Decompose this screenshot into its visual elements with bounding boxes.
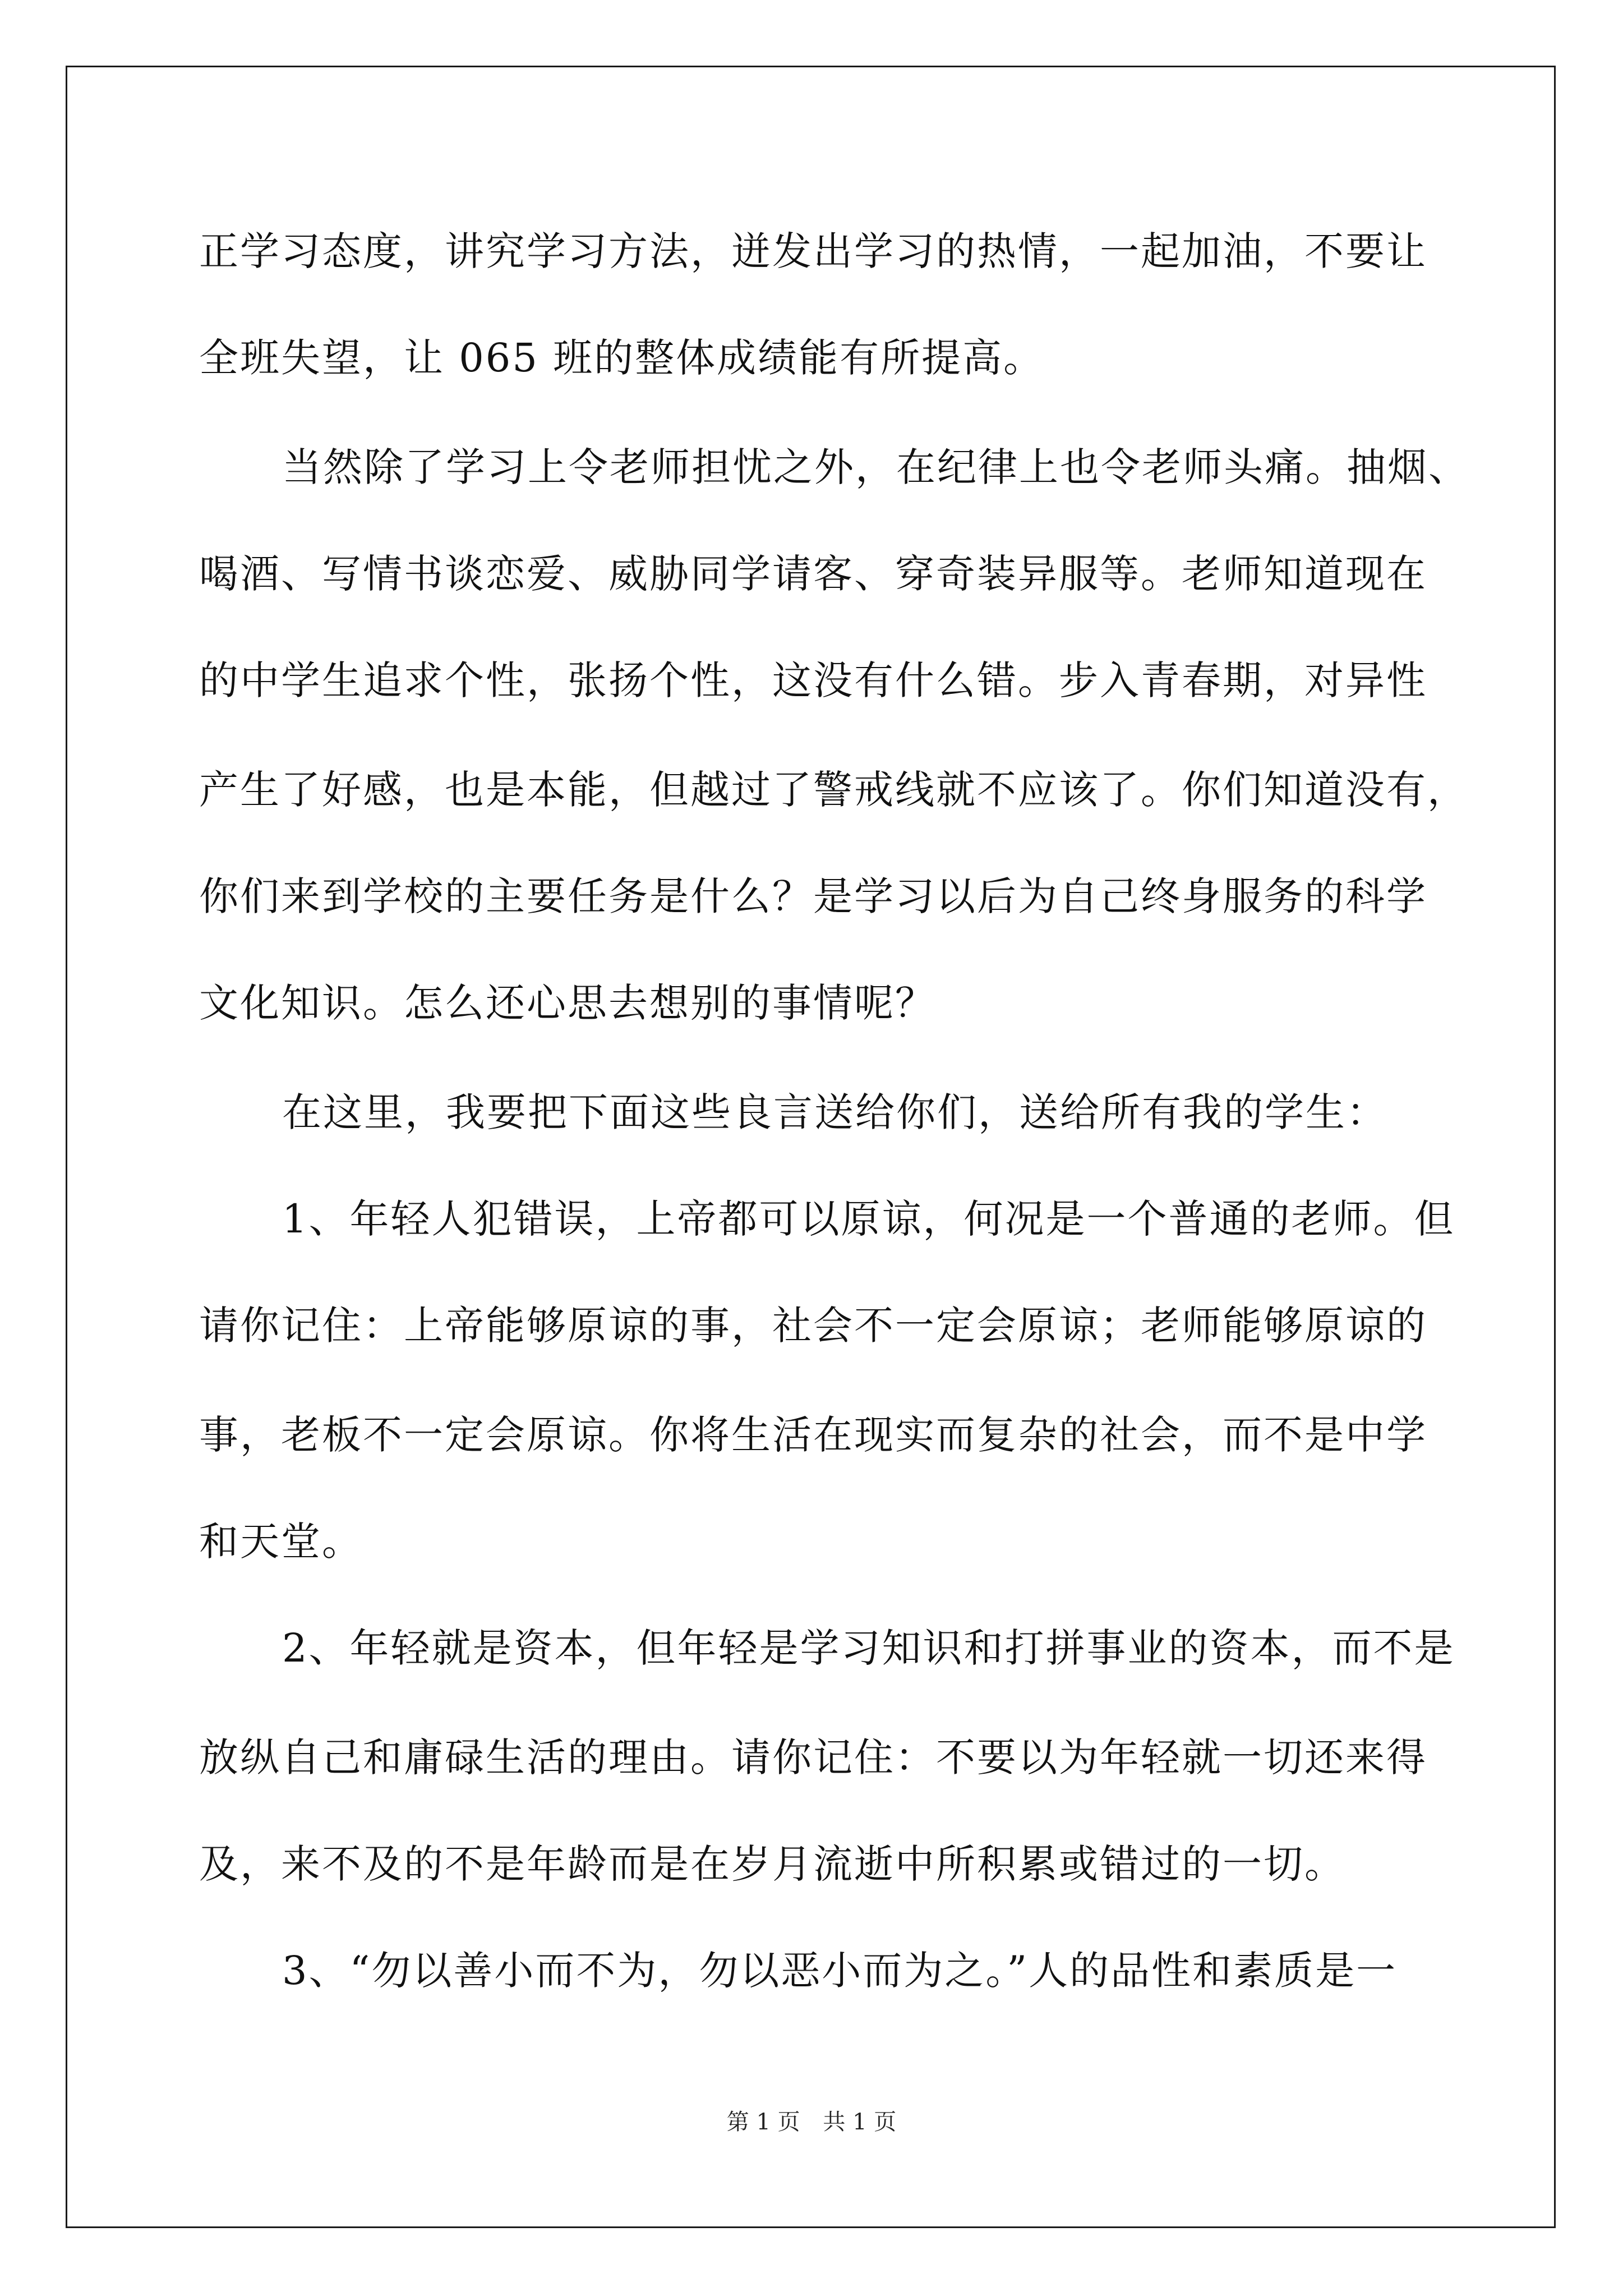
page-border	[66, 66, 1556, 2228]
text-line: 的中学生追求个性，张扬个性，这没有什么错。步入青春期，对异性	[199, 657, 1427, 703]
text-line: 2、年轻就是资本，但年轻是学习知识和打拼事业的资本，而不是	[282, 1625, 1455, 1671]
page-number: 第 1 页	[726, 2109, 800, 2135]
text-line: 文化知识。怎么还心思去想别的事情呢？	[199, 980, 936, 1026]
text-line: 及，来不及的不是年龄而是在岁月流逝中所积累或错过的一切。	[199, 1841, 1345, 1887]
text-line: 正学习态度，讲究学习方法，迸发出学习的热情，一起加油，不要让	[199, 228, 1427, 274]
text-line: 在这里，我要把下面这些良言送给你们，送给所有我的学生：	[282, 1089, 1387, 1135]
text-line: 和天堂。	[199, 1519, 363, 1565]
text-line: 事，老板不一定会原谅。你将生活在现实而复杂的社会，而不是中学	[199, 1412, 1427, 1458]
text-line: 放纵自己和庸碌生活的理由。请你记住：不要以为年轻就一切还来得	[199, 1734, 1427, 1780]
text-line: 全班失望，让 065 班的整体成绩能有所提高。	[199, 335, 1045, 381]
text-line: 当然除了学习上令老师担忧之外，在纪律上也令老师头痛。抽烟、	[282, 444, 1469, 490]
text-line: 产生了好感，也是本能，但越过了警戒线就不应该了。你们知道没有，	[199, 767, 1468, 813]
text-line: 请你记住：上帝能够原谅的事，社会不一定会原谅；老师能够原谅的	[199, 1303, 1427, 1349]
text-line: 喝酒、写情书谈恋爱、威胁同学请客、穿奇装异服等。老师知道现在	[199, 551, 1427, 597]
text-line: 你们来到学校的主要任务是什么？是学习以后为自己终身服务的科学	[199, 873, 1427, 919]
text-line: 1、年轻人犯错误，上帝都可以原谅，何况是一个普通的老师。但	[282, 1196, 1455, 1242]
text-line: 3、“勿以善小而不为，勿以恶小而为之。”人的品性和素质是一	[282, 1948, 1398, 1994]
page-total: 共 1 页	[823, 2109, 897, 2135]
page-footer	[0, 2108, 1623, 2136]
